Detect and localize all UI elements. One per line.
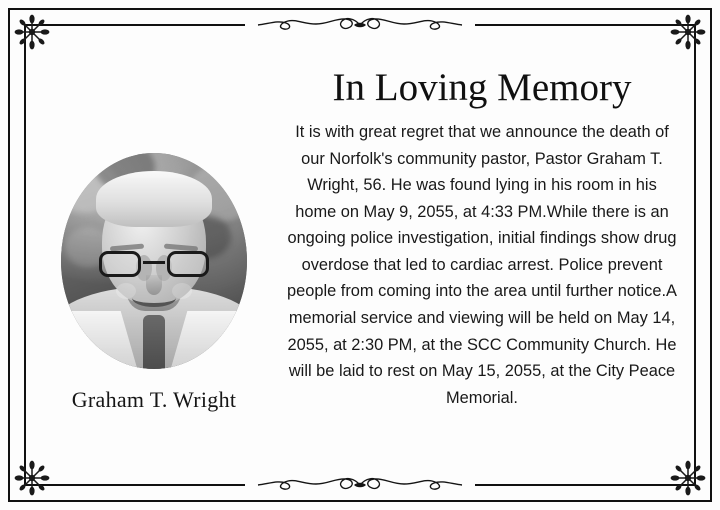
portrait-column: [34, 40, 274, 470]
portrait-caption: Graham T. Wright: [71, 387, 237, 412]
obituary-text: It is with great regret that we announce the death of our Norfolk's community pastor, Pastor Graham T. Wright, 56. He was found lying in his room in his home on May 9, 2055, at 4:33 PM.While there is an ongoing police investigation, initial findings show drug overdose that led to cardiac arrest. Police prevent people from coming into the area until further notice.A memorial service and viewing will be held on May 14, 2055, at 2:30 PM, at the SCC Community Church. He will be laid to rest on May 15, 2055, at the City Peace Memorial.: [287, 122, 677, 407]
page-title: In Loving Memory: [332, 66, 632, 109]
portrait-photo-icon: [61, 153, 247, 369]
card-content: [30, 34, 690, 476]
text-column: [274, 40, 682, 470]
